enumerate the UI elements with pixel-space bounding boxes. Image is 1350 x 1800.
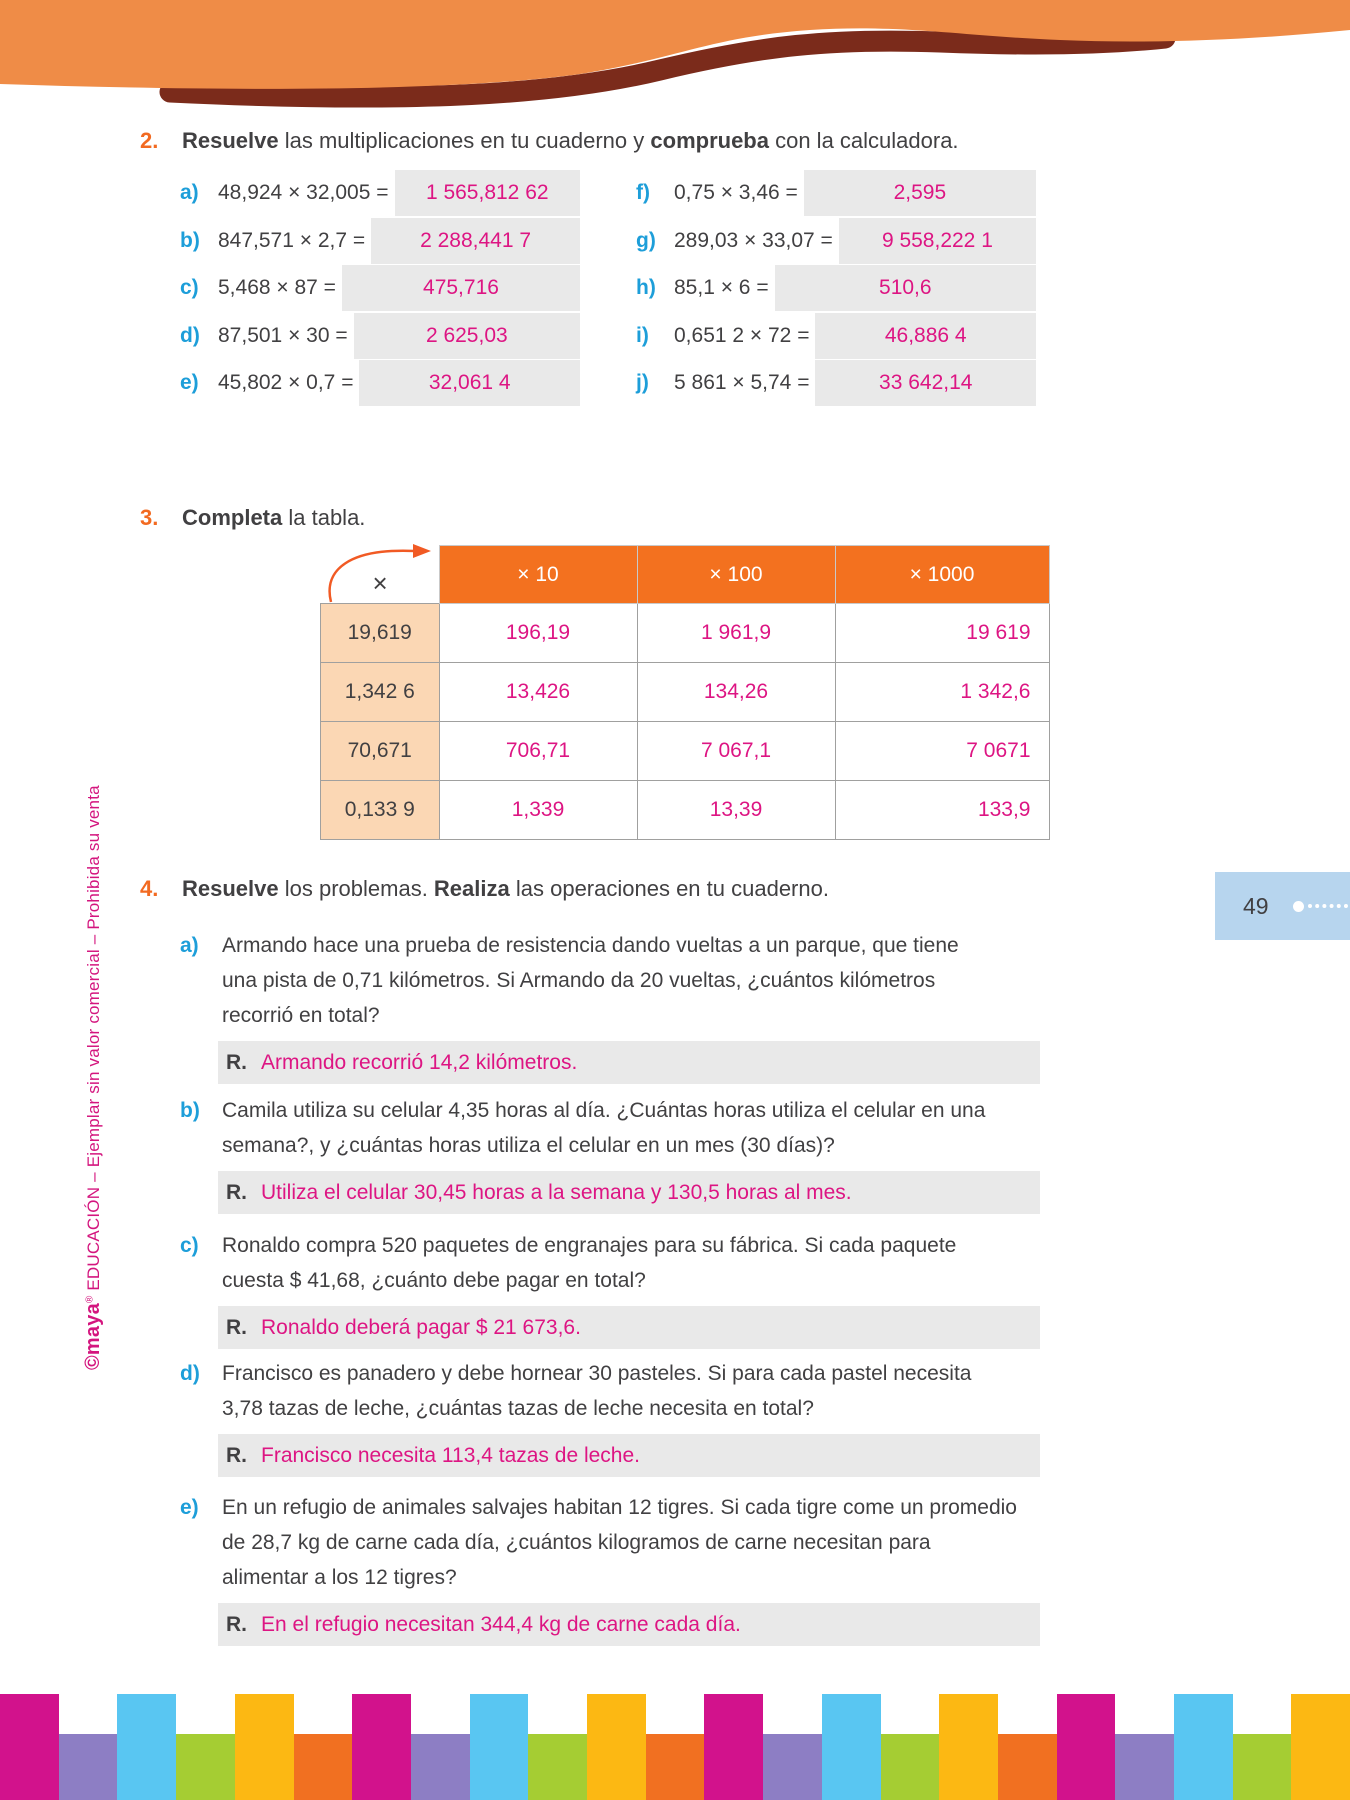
multiplication-sign: × bbox=[372, 568, 388, 598]
handwritten-answer: 32,061 4 bbox=[428, 371, 511, 394]
item-letter: b) bbox=[180, 228, 200, 252]
answer-box bbox=[804, 170, 1036, 216]
table-base-value: 1,342 6 bbox=[321, 663, 440, 722]
copyright-text: EDUCACIÓN – Ejemplar sin valor comercial – Prohibida su venta bbox=[84, 785, 103, 1296]
item-letter: f) bbox=[636, 181, 650, 204]
multiplication-item bbox=[636, 170, 1036, 216]
footer-bar bbox=[763, 1734, 822, 1800]
top-wave-decoration bbox=[0, 0, 1350, 110]
registered-mark: ® bbox=[84, 1295, 96, 1304]
handwritten-answer: En el refugio necesitan 344,4 kg de carne cada día. bbox=[261, 1612, 741, 1636]
problem-text-line: cuesta $ 41,68, ¿cuánto debe pagar en total? bbox=[222, 1269, 646, 1292]
table-header: × 10 bbox=[439, 546, 637, 604]
page-number-badge bbox=[1215, 872, 1350, 940]
page-number: 49 bbox=[1243, 892, 1269, 919]
item-equation: 5 861 × 5,74 = bbox=[674, 371, 810, 394]
table-header: × 1000 bbox=[835, 546, 1049, 604]
footer-bar bbox=[59, 1734, 118, 1800]
answer-box bbox=[342, 265, 580, 311]
problem-text-line: semana?, y ¿cuántas horas utiliza el celular en un mes (30 días)? bbox=[222, 1134, 835, 1157]
table-header: × 100 bbox=[637, 546, 835, 604]
footer-bar bbox=[939, 1694, 998, 1800]
exercise-2-number: 2. bbox=[140, 128, 159, 153]
table-answer: 13,39 bbox=[637, 781, 835, 840]
multiplication-table bbox=[320, 545, 1050, 840]
item-equation: 87,501 × 30 = bbox=[218, 323, 348, 347]
word-problem bbox=[180, 1356, 1040, 1477]
problem-text-line: 3,78 tazas de leche, ¿cuántas tazas de leche necesita en total? bbox=[222, 1397, 814, 1420]
footer-bar bbox=[1291, 1694, 1350, 1800]
multiplication-column-left bbox=[180, 170, 580, 408]
item-letter: g) bbox=[636, 228, 656, 252]
handwritten-answer: Armando recorrió 14,2 kilómetros. bbox=[261, 1050, 578, 1074]
item-letter: i) bbox=[636, 323, 649, 347]
item-letter: e) bbox=[180, 371, 199, 394]
item-letter: j) bbox=[636, 371, 649, 394]
table-answer: 7 067,1 bbox=[637, 722, 835, 781]
handwritten-answer: 2 625,03 bbox=[425, 323, 508, 347]
item-equation: 48,924 × 32,005 = bbox=[218, 181, 389, 204]
footer-bar bbox=[822, 1694, 881, 1800]
answer-label: R. bbox=[226, 1443, 247, 1467]
table-answer: 134,26 bbox=[637, 663, 835, 722]
multiplication-item bbox=[636, 360, 1036, 406]
problem-text-line: de 28,7 kg de carne cada día, ¿cuántos kilogramos de carne necesitan para bbox=[222, 1531, 931, 1554]
table-answer: 1 961,9 bbox=[637, 604, 835, 663]
answer-box bbox=[775, 265, 1036, 311]
problem-letter: a) bbox=[180, 934, 199, 957]
multiplication-item bbox=[180, 265, 580, 311]
table-base-value: 19,619 bbox=[321, 604, 440, 663]
multiplication-item bbox=[636, 265, 1036, 311]
answer-box bbox=[218, 1171, 1040, 1214]
exercise-3-title: Completa la tabla. bbox=[182, 505, 366, 530]
item-letter: c) bbox=[180, 276, 199, 299]
handwritten-answer: 510,6 bbox=[879, 276, 932, 299]
answer-label: R. bbox=[226, 1315, 247, 1339]
exercise-2-title: Resuelve las multiplicaciones en tu cuaderno y comprueba con la calculadora. bbox=[182, 128, 959, 153]
problem-letter: c) bbox=[180, 1234, 199, 1257]
item-equation: 5,468 × 87 = bbox=[218, 276, 336, 299]
item-equation: 85,1 × 6 = bbox=[674, 276, 769, 299]
table-row bbox=[321, 663, 1050, 722]
answer-box bbox=[218, 1603, 1040, 1646]
problem-text-line: recorrió en total? bbox=[222, 1004, 380, 1027]
handwritten-answer: 2,595 bbox=[893, 181, 947, 204]
item-equation: 847,571 × 2,7 = bbox=[218, 228, 366, 252]
problem-letter: b) bbox=[180, 1099, 200, 1122]
footer-bar bbox=[1057, 1694, 1116, 1800]
multiplication-item bbox=[636, 218, 1036, 264]
problem-text-line: Francisco es panadero y debe hornear 30 pasteles. Si para cada pastel necesita bbox=[222, 1362, 972, 1385]
exercise-4-number: 4. bbox=[140, 876, 159, 901]
footer-bar bbox=[117, 1694, 176, 1800]
table-answer: 133,9 bbox=[835, 781, 1049, 840]
handwritten-answer: 46,886 4 bbox=[884, 323, 967, 347]
problem-text-line: una pista de 0,71 kilómetros. Si Armando da 20 vueltas, ¿cuántos kilómetros bbox=[222, 969, 936, 992]
problem-text-line: Ronaldo compra 520 paquetes de engranajes para su fábrica. Si cada paquete bbox=[222, 1234, 957, 1257]
table-answer: 1,339 bbox=[439, 781, 637, 840]
handwritten-answer: Utiliza el celular 30,45 horas a la semana y 130,5 horas al mes. bbox=[261, 1180, 852, 1204]
table-base-value: 0,133 9 bbox=[321, 781, 440, 840]
dot-decoration bbox=[1293, 901, 1304, 912]
handwritten-answer: Francisco necesita 113,4 tazas de leche. bbox=[261, 1443, 640, 1467]
item-letter: d) bbox=[180, 323, 200, 347]
exercise-4 bbox=[140, 876, 1080, 1756]
footer-bar bbox=[704, 1694, 763, 1800]
footer-bar bbox=[1115, 1734, 1174, 1800]
word-problem bbox=[180, 1490, 1040, 1646]
handwritten-answer: 9 558,222 1 bbox=[881, 228, 993, 252]
footer-color-bars bbox=[0, 1694, 1350, 1800]
footer-bar bbox=[881, 1734, 940, 1800]
footer-bar bbox=[235, 1694, 294, 1800]
footer-bar bbox=[470, 1694, 529, 1800]
multiplication-item bbox=[180, 170, 580, 216]
answer-label: R. bbox=[226, 1612, 247, 1636]
dotted-line-decoration bbox=[1308, 904, 1348, 908]
answer-box bbox=[371, 218, 580, 264]
item-equation: 0,651 2 × 72 = bbox=[674, 323, 810, 347]
exercise-2 bbox=[140, 128, 1080, 428]
answer-box bbox=[359, 360, 580, 406]
word-problem bbox=[180, 928, 1040, 1084]
footer-bar bbox=[587, 1694, 646, 1800]
answer-box bbox=[218, 1306, 1040, 1349]
footer-bar bbox=[411, 1734, 470, 1800]
answer-box bbox=[395, 170, 581, 216]
word-problem bbox=[180, 1093, 1040, 1214]
footer-bar bbox=[528, 1734, 587, 1800]
problem-text-line: En un refugio de animales salvajes habitan 12 tigres. Si cada tigre come un promedio bbox=[222, 1496, 1017, 1519]
problem-text-line: alimentar a los 12 tigres? bbox=[222, 1566, 457, 1589]
table-row bbox=[321, 722, 1050, 781]
footer-bar bbox=[0, 1694, 59, 1800]
problem-letter: e) bbox=[180, 1496, 199, 1519]
footer-bar bbox=[998, 1734, 1057, 1800]
item-equation: 289,03 × 33,07 = bbox=[674, 228, 833, 252]
table-answer: 1 342,6 bbox=[835, 663, 1049, 722]
multiplication-item bbox=[180, 360, 580, 406]
exercise-3-number: 3. bbox=[140, 505, 159, 530]
answer-box bbox=[815, 360, 1036, 406]
problem-letter: d) bbox=[180, 1362, 200, 1385]
footer-bar bbox=[294, 1734, 353, 1800]
footer-bar bbox=[176, 1734, 235, 1800]
item-letter: h) bbox=[636, 276, 656, 299]
answer-label: R. bbox=[226, 1050, 247, 1074]
multiplication-column-right bbox=[636, 170, 1036, 408]
answer-box bbox=[218, 1434, 1040, 1477]
answer-box bbox=[354, 313, 580, 359]
multiplication-item bbox=[636, 313, 1036, 359]
item-equation: 45,802 × 0,7 = bbox=[218, 371, 354, 394]
footer-bar bbox=[352, 1694, 411, 1800]
footer-bar bbox=[646, 1734, 705, 1800]
problem-text-line: Camila utiliza su celular 4,35 horas al día. ¿Cuántas horas utiliza el celular en una bbox=[222, 1099, 986, 1122]
word-problem bbox=[180, 1228, 1040, 1349]
table-answer: 19 619 bbox=[835, 604, 1049, 663]
answer-label: R. bbox=[226, 1180, 247, 1204]
item-equation: 0,75 × 3,46 = bbox=[674, 181, 798, 204]
copyright-sidebar bbox=[82, 500, 105, 1370]
table-answer: 13,426 bbox=[439, 663, 637, 722]
table-row bbox=[321, 781, 1050, 840]
table-answer: 706,71 bbox=[439, 722, 637, 781]
handwritten-answer: 475,716 bbox=[423, 276, 499, 299]
footer-bar bbox=[1174, 1694, 1233, 1800]
footer-bar bbox=[1233, 1734, 1292, 1800]
multiplication-item bbox=[180, 218, 580, 264]
item-letter: a) bbox=[180, 181, 199, 204]
handwritten-answer: 33 642,14 bbox=[879, 371, 973, 394]
publisher-logo: ©maya bbox=[82, 1303, 104, 1370]
handwritten-answer: 1 565,812 62 bbox=[425, 181, 549, 204]
answer-box bbox=[815, 313, 1036, 359]
table-answer: 7 0671 bbox=[835, 722, 1049, 781]
table-answer: 196,19 bbox=[439, 604, 637, 663]
exercise-3 bbox=[140, 505, 1080, 845]
answer-box bbox=[218, 1041, 1040, 1084]
table-row bbox=[321, 604, 1050, 663]
table-base-value: 70,671 bbox=[321, 722, 440, 781]
table-corner-cell bbox=[321, 546, 440, 604]
answer-box bbox=[839, 218, 1036, 264]
handwritten-answer: 2 288,441 7 bbox=[420, 228, 532, 252]
problem-text-line: Armando hace una prueba de resistencia dando vueltas a un parque, que tiene bbox=[222, 934, 959, 957]
multiplication-item bbox=[180, 313, 580, 359]
exercise-4-title: Resuelve los problemas. Realiza las operaciones en tu cuaderno. bbox=[182, 876, 829, 901]
handwritten-answer: Ronaldo deberá pagar $ 21 673,6. bbox=[261, 1315, 581, 1339]
